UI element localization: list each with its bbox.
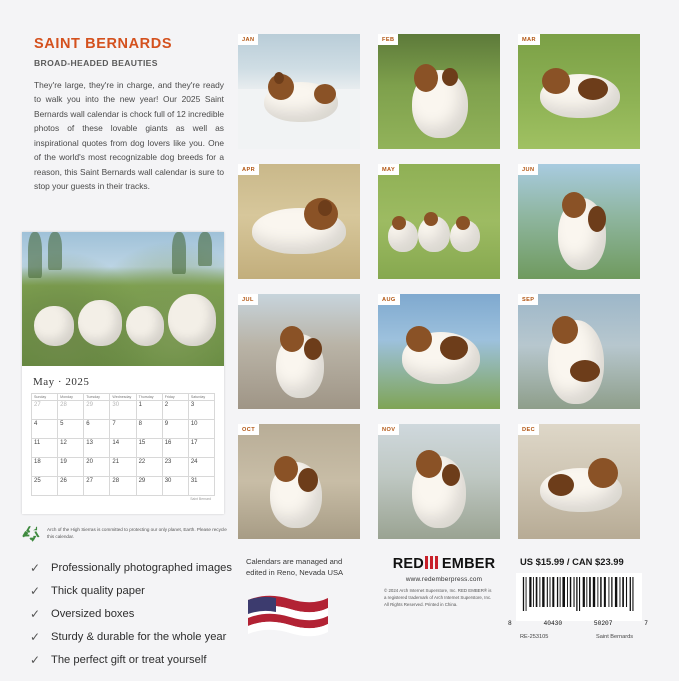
barcode-digits	[508, 620, 648, 627]
month-photo	[378, 164, 500, 279]
barcode-bars-icon	[521, 577, 637, 611]
month-photo-cell	[238, 164, 360, 279]
month-tag: OCT	[238, 424, 259, 435]
month-photo-cell	[378, 164, 500, 279]
day-cell: 9	[162, 420, 188, 439]
day-cell: 16	[162, 439, 188, 458]
month-photo	[518, 164, 640, 279]
day-cell: 15	[136, 439, 162, 458]
weekday-cell: Friday	[162, 394, 188, 401]
month-photo-cell	[518, 294, 640, 409]
month-tag: JUN	[518, 164, 538, 175]
month-photo-cell	[518, 164, 640, 279]
barcode-digit: 40430	[543, 620, 563, 627]
brand-red-text: RED	[392, 556, 424, 572]
month-photo-cell	[518, 34, 640, 149]
day-cell: 31	[188, 477, 214, 496]
day-cell: 30	[162, 477, 188, 496]
calendar-month-label: May · 2025	[33, 376, 90, 388]
weekday-cell: Thursday	[136, 394, 162, 401]
recycle-icon	[22, 524, 40, 542]
brand-ember-text: EMBER	[441, 556, 496, 572]
ember-bars-icon	[425, 556, 441, 573]
month-photo-cell	[518, 424, 640, 539]
list-item-label: Professionally photographed images	[51, 561, 232, 574]
check-icon: ✓	[30, 629, 41, 644]
month-tag: FEB	[378, 34, 398, 45]
weekday-cell: Tuesday	[84, 394, 110, 401]
month-photo-cell	[378, 34, 500, 149]
day-cell: 20	[84, 458, 110, 477]
weekday-cell: Sunday	[32, 394, 58, 401]
month-photo	[238, 164, 360, 279]
price-label: US $15.99 / CAN $23.99	[520, 556, 624, 567]
check-icon: ✓	[30, 652, 41, 667]
day-cell: 6	[84, 420, 110, 439]
month-tag: APR	[238, 164, 259, 175]
day-cell: 27	[32, 401, 58, 420]
day-cell: 14	[110, 439, 136, 458]
barcode-digit: 7	[644, 620, 648, 627]
description-text: They're large, they're in charge, and they're ready to walk you into the new year! Our 2025 Saint Bernards wall calendar is chock full of 12 incredible photos of these lovable giants as well as inspirational quotes from dog lovers like you. One of the world's most recognizable dog breeds for a reason, this Saint Bernards wall calendar is sure to stop your guests in their tracks.	[34, 80, 224, 192]
list-item-label: Sturdy & durable for the whole year	[51, 630, 227, 643]
month-photo-cell	[378, 424, 500, 539]
month-photo-cell	[238, 34, 360, 149]
calendar-week-row	[32, 420, 215, 439]
day-cell: 8	[136, 420, 162, 439]
day-cell: 22	[136, 458, 162, 477]
month-photo	[378, 34, 500, 149]
month-tag: NOV	[378, 424, 399, 435]
month-tag: DEC	[518, 424, 539, 435]
day-cell: 10	[188, 420, 214, 439]
calendar-preview-photo	[22, 232, 224, 366]
product-name-label: Saint Bernards	[596, 634, 634, 640]
month-photo	[378, 424, 500, 539]
calendar-week-row	[32, 401, 215, 420]
photo-credit: Saint Bernard	[190, 497, 211, 501]
weekday-cell: Wednesday	[110, 394, 136, 401]
barcode-digit: 50207	[593, 620, 613, 627]
day-cell: 27	[84, 477, 110, 496]
legal-text: © 2024 Arch Internet Superstore, Inc. RED EMBER® is a registered trademark of Arch Internet Superstore, Inc. All Rights Reserved. Printed in China.	[384, 588, 492, 607]
day-cell: 26	[58, 477, 84, 496]
check-icon: ✓	[30, 606, 41, 621]
day-cell: 4	[32, 420, 58, 439]
month-photo	[378, 294, 500, 409]
month-tag: JUL	[238, 294, 258, 305]
day-cell: 13	[84, 439, 110, 458]
usa-flag-icon	[246, 592, 330, 640]
month-photo-cell	[378, 294, 500, 409]
list-item-label: Thick quality paper	[51, 584, 145, 597]
day-cell: 3	[188, 401, 214, 420]
calendar-table	[31, 393, 215, 496]
calendar-preview-grid	[22, 366, 224, 505]
month-tag: MAR	[518, 34, 540, 45]
day-cell: 5	[58, 420, 84, 439]
calendar-week-row	[32, 439, 215, 458]
day-cell: 2	[162, 401, 188, 420]
day-cell: 18	[32, 458, 58, 477]
barcode	[516, 573, 642, 621]
calendar-weekday-header	[32, 394, 215, 401]
day-cell: 19	[58, 458, 84, 477]
calendar-week-row	[32, 458, 215, 477]
month-photo	[518, 294, 640, 409]
month-tag: JAN	[238, 34, 258, 45]
check-icon: ✓	[30, 583, 41, 598]
day-cell: 1	[136, 401, 162, 420]
month-photo-cell	[238, 294, 360, 409]
managed-in-text: Calendars are managed and edited in Reno, Nevada USA	[246, 557, 344, 577]
recycle-text: Arch of the High Sierras is committed to protecting our only planet, Earth. Please recycle this calendar.	[47, 527, 227, 540]
month-tag: MAY	[378, 164, 399, 175]
weekday-cell: Monday	[58, 394, 84, 401]
day-cell: 30	[110, 401, 136, 420]
day-cell: 24	[188, 458, 214, 477]
list-item-label: Oversized boxes	[51, 607, 135, 620]
page-title: SAINT BERNARDS	[34, 36, 173, 52]
month-photo	[518, 424, 640, 539]
day-cell: 25	[32, 477, 58, 496]
day-cell: 28	[110, 477, 136, 496]
day-cell: 23	[162, 458, 188, 477]
month-photo	[518, 34, 640, 149]
day-cell: 17	[188, 439, 214, 458]
month-tag: SEP	[518, 294, 538, 305]
list-item	[30, 579, 260, 602]
list-item	[30, 648, 260, 671]
recycle-note	[22, 524, 232, 542]
list-item-label: The perfect gift or treat yourself	[51, 653, 207, 666]
day-cell: 12	[58, 439, 84, 458]
month-photo-cell	[238, 424, 360, 539]
day-cell: 11	[32, 439, 58, 458]
month-photo-grid	[238, 34, 644, 539]
list-item	[30, 602, 260, 625]
publisher-name	[384, 556, 504, 573]
page-subtitle: BROAD-HEADED BEAUTIES	[34, 58, 158, 68]
day-cell: 7	[110, 420, 136, 439]
day-cell: 21	[110, 458, 136, 477]
list-item	[30, 625, 260, 648]
day-cell: 29	[136, 477, 162, 496]
day-cell: 28	[58, 401, 84, 420]
month-photo	[238, 424, 360, 539]
calendar-preview	[22, 232, 224, 514]
intro-block	[34, 36, 224, 194]
feature-checklist	[30, 556, 260, 671]
weekday-cell: Saturday	[188, 394, 214, 401]
publisher-logo	[384, 556, 504, 583]
month-photo	[238, 34, 360, 149]
sku-code: RE-253105	[520, 634, 549, 640]
barcode-digit: 8	[508, 620, 512, 627]
calendar-week-row	[32, 477, 215, 496]
check-icon: ✓	[30, 560, 41, 575]
list-item	[30, 556, 260, 579]
month-tag: AUG	[378, 294, 400, 305]
publisher-url[interactable]: www.redemberpress.com	[405, 575, 483, 583]
month-photo	[238, 294, 360, 409]
day-cell: 29	[84, 401, 110, 420]
